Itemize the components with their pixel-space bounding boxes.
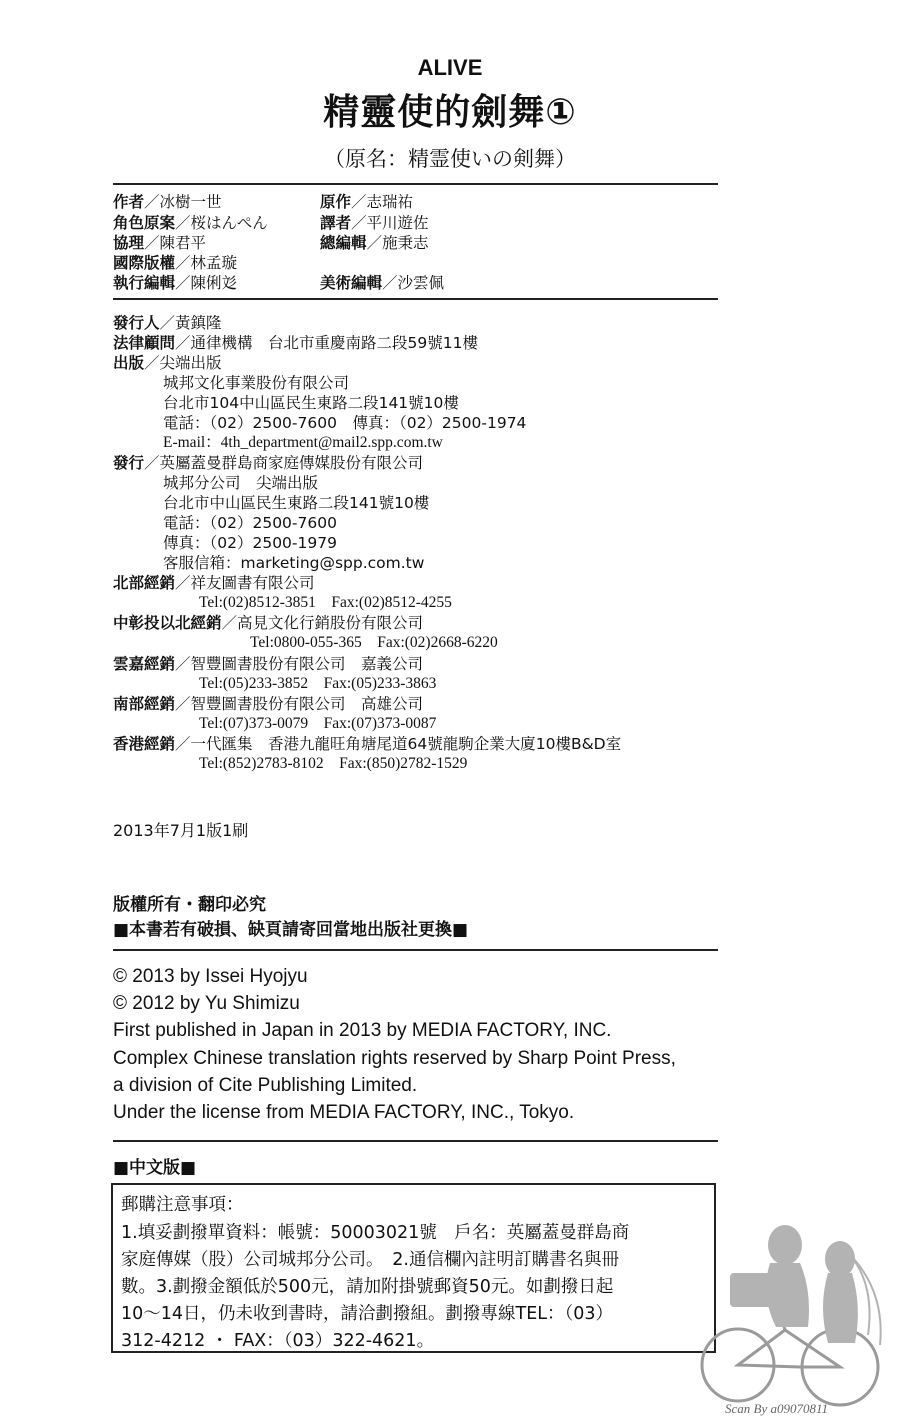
notice-line: 312-4212 ・ FAX：（03）322-4621。: [121, 1331, 435, 1351]
passenger-head: [825, 1241, 855, 1277]
pub-line: 出版／尖端出版: [113, 354, 222, 372]
pub-line: Tel:0800-055-365 Fax:(02)2668-6220: [250, 634, 498, 651]
pub-line: 電話：（02）2500-7600 傳真：（02）2500-1974: [163, 414, 527, 432]
pub-line: Tel:(852)2783-8102 Fax:(850)2782-1529: [199, 755, 468, 772]
pub-line: 南部經銷／智豐圖書股份有限公司 高雄公司: [113, 695, 424, 713]
pub-line: 北部經銷／祥友圖書有限公司: [113, 574, 315, 592]
pub-line: 香港經銷／一代匯集 香港九龍旺角塘尾道64號龍駒企業大廈10樓B&D室: [113, 735, 622, 753]
passenger-body: [823, 1273, 858, 1343]
original-title: （原名：精霊使いの剣舞）: [324, 147, 576, 171]
bicycle-silhouette-illustration: [690, 1215, 895, 1410]
pub-line: 城邦分公司 尖端出版: [163, 474, 319, 492]
edition-date: 2013年7月1版1刷: [113, 821, 249, 840]
bike-frame: [738, 1330, 840, 1367]
book-title: 精靈使的劍舞①: [323, 92, 577, 133]
divider-top: [113, 183, 718, 185]
series-label: ALIVE: [417, 55, 483, 80]
mail-order-notice: [111, 1183, 716, 1353]
damage-notice: ■本書若有破損、缺頁請寄回當地出版社更換■: [113, 920, 469, 940]
notice-line: 10～14日，仍未收到書時，請洽劃撥組。劃撥專線TEL：（03）: [121, 1304, 614, 1324]
copyright-author: © 2013 by Issei Hyojyu: [113, 966, 308, 987]
pub-line: Tel:(07)373-0079 Fax:(07)373-0087: [199, 715, 437, 732]
notice-line: 家庭傳媒（股）公司城邦分公司。 2.通信欄內註明訂購書名與冊: [121, 1250, 619, 1270]
pub-line: 客服信箱：marketing@spp.com.tw: [163, 554, 425, 572]
pub-line: Tel:(05)233-3852 Fax:(05)233-3863: [199, 675, 437, 692]
notice-line: 1.填妥劃撥單資料：帳號：50003021號 戶名：英屬蓋曼群島商: [121, 1223, 630, 1243]
credit-original: 原作／志瑞祐: [320, 193, 414, 211]
publisher-division: a division of Cite Publishing Limited.: [113, 1075, 418, 1096]
rider-head: [768, 1225, 802, 1265]
copyright-original: © 2012 by Yu Shimizu: [113, 993, 300, 1014]
pub-line: 法律顧問／通律機構 台北市重慶南路二段59號11樓: [113, 334, 478, 352]
pub-line: 發行人／黃鎮隆: [113, 314, 222, 332]
divider-english: [113, 1140, 718, 1142]
pub-line: Tel:(02)8512-3851 Fax:(02)8512-4255: [199, 594, 452, 611]
front-basket: [730, 1273, 772, 1307]
pub-line: 城邦文化事業股份有限公司: [163, 374, 350, 392]
pub-line: 電話：（02）2500-7600: [163, 514, 337, 532]
credit-manager: 協理／陳君平: [113, 234, 207, 252]
credit-art-editor: 美術編輯／沙雲佩: [320, 274, 445, 292]
credit-character-design: 角色原案／桜はんぺん: [113, 214, 268, 232]
rights-reserved: 版權所有・翻印必究: [113, 895, 266, 915]
credit-intl-rights: 國際版權／林孟璇: [113, 254, 238, 272]
pub-line: 雲嘉經銷／智豐圖書股份有限公司 嘉義公司: [113, 655, 424, 673]
credit-chief-editor: 總編輯／施秉志: [320, 234, 429, 252]
divider-rights: [113, 949, 718, 951]
scan-credit: Scan By a09070811: [725, 1401, 829, 1416]
pub-line: 傳真：（02）2500-1979: [163, 534, 337, 552]
pub-line-email: E-mail：4th_department@mail2.spp.com.tw: [163, 434, 443, 451]
rider-body: [766, 1263, 809, 1327]
chinese-edition-label: ■中文版■: [113, 1158, 197, 1178]
pub-line: 發行／英屬蓋曼群島商家庭傳媒股份有限公司: [113, 454, 424, 472]
notice-heading: 郵購注意事項：: [121, 1195, 244, 1215]
pub-line: 台北市中山區民生東路二段141號10樓: [163, 494, 430, 512]
first-published: First published in Japan in 2013 by MEDIA FACTORY, INC.: [113, 1020, 612, 1041]
credit-author: 作者／冰樹一世: [113, 193, 222, 211]
credit-translator: 譯者／平川遊佐: [320, 214, 429, 232]
divider-credits: [113, 298, 718, 300]
license-note: Under the license from MEDIA FACTORY, INC., Tokyo.: [113, 1102, 575, 1123]
credit-exec-editor: 執行編輯／陳俐彣: [113, 274, 238, 292]
pub-line: 台北市104中山區民生東路二段141號10樓: [163, 394, 459, 412]
translation-rights: Complex Chinese translation rights reserved by Sharp Point Press,: [113, 1048, 676, 1069]
pub-line: 中彰投以北經銷／高見文化行銷股份有限公司: [113, 614, 424, 632]
notice-line: 數。3.劃撥金額低於500元，請加附掛號郵資50元。如劃撥日起: [121, 1277, 614, 1297]
